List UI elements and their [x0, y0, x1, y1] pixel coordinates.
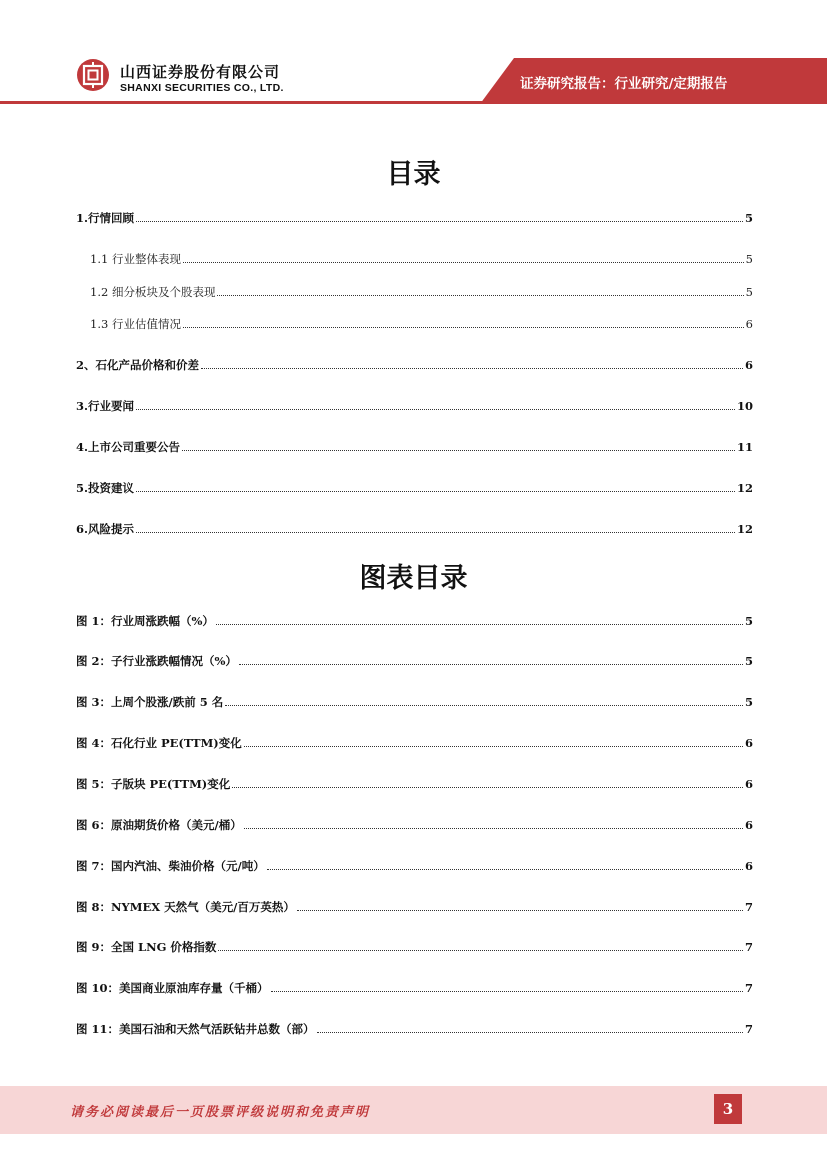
figure-entry-page: 7	[744, 1022, 753, 1036]
figure-entry-label: 图 9：全国 LNG 价格指数	[76, 940, 217, 954]
disclaimer-notice: 请务必阅读最后一页股票评级说明和免责声明	[70, 1105, 371, 1120]
figure-entry[interactable]	[76, 858, 753, 874]
figure-entry-page: 5	[744, 654, 753, 668]
toc-entry-page: 5	[744, 211, 753, 225]
figure-entry[interactable]	[76, 776, 753, 792]
figure-entry-label: 图 3：上周个股涨/跌前 5 名	[76, 695, 224, 709]
toc-entry-page: 12	[736, 481, 753, 495]
toc-entry-label: 2、石化产品价格和价差	[76, 358, 200, 372]
figure-entry[interactable]	[76, 735, 753, 751]
toc-entry[interactable]	[76, 480, 753, 496]
figure-entry-page: 6	[744, 736, 753, 750]
company-logo-icon	[76, 58, 110, 92]
figure-entry-label: 图 5：子版块 PE(TTM)变化	[76, 777, 231, 791]
dot-leader	[183, 262, 744, 263]
figure-entry-label: 图 8：NYMEX 天然气（美元/百万英热）	[76, 900, 295, 914]
toc-entry-label: 3.行业要闻	[76, 399, 135, 413]
figure-entry[interactable]	[76, 653, 753, 669]
toc-entry[interactable]	[90, 284, 753, 300]
figure-entry-label: 图 11：美国石油和天然气活跃钻井总数（部）	[76, 1022, 315, 1036]
toc-entry[interactable]	[76, 398, 753, 414]
toc-entry-page: 6	[744, 358, 753, 372]
figure-entry[interactable]	[76, 613, 753, 629]
dot-leader	[183, 327, 744, 328]
page-number: 3	[714, 1094, 742, 1124]
dot-leader	[201, 368, 743, 369]
figures-title: 图表目录	[359, 563, 468, 594]
figure-entry[interactable]	[76, 1021, 753, 1037]
dot-leader	[271, 991, 743, 992]
figure-entry-page: 7	[744, 981, 753, 995]
figure-entry-page: 7	[744, 940, 753, 954]
toc-entry-page: 10	[736, 399, 753, 413]
dot-leader	[136, 221, 743, 222]
figure-entry-label: 图 10：美国商业原油库存量（千桶）	[76, 981, 269, 995]
dot-leader	[136, 409, 735, 410]
dot-leader	[297, 910, 743, 911]
figure-entry-page: 7	[744, 900, 753, 914]
dot-leader	[182, 450, 735, 451]
figure-entry-page: 6	[744, 777, 753, 791]
figure-entry-page: 6	[744, 818, 753, 832]
toc-entry[interactable]	[90, 316, 753, 332]
dot-leader	[136, 491, 735, 492]
header-divider	[0, 101, 827, 104]
dot-leader	[225, 705, 743, 706]
toc-entry[interactable]	[76, 210, 753, 226]
dot-leader	[216, 624, 743, 625]
figure-entry-label: 图 4：石化行业 PE(TTM)变化	[76, 736, 242, 750]
figure-entry-label: 图 7：国内汽油、柴油价格（元/吨）	[76, 859, 265, 873]
dot-leader	[217, 295, 743, 296]
figure-entry-label: 图 1：行业周涨跌幅（%）	[76, 614, 214, 628]
dot-leader	[218, 950, 743, 951]
figure-entry[interactable]	[76, 899, 753, 915]
dot-leader	[244, 828, 743, 829]
company-name-en: SHANXI SECURITIES CO., LTD.	[120, 82, 284, 94]
toc-entry-page: 11	[736, 440, 753, 454]
page-header	[0, 0, 827, 104]
toc-entry-page: 5	[745, 252, 753, 266]
toc-entry-page: 5	[745, 285, 753, 299]
toc-entry-label: 1.1 行业整体表现	[90, 252, 181, 266]
toc-entry-label: 1.3 行业估值情况	[90, 317, 181, 331]
figure-entry[interactable]	[76, 817, 753, 833]
figure-entry[interactable]	[76, 939, 753, 955]
company-name-cn: 山西证券股份有限公司	[120, 63, 281, 81]
figure-entry[interactable]	[76, 980, 753, 996]
toc-entry-label: 1.行情回顾	[76, 211, 135, 225]
toc-entry-label: 6.风险提示	[76, 522, 135, 536]
figure-entry-label: 图 6：原油期货价格（美元/桶）	[76, 818, 242, 832]
figure-entry-label: 图 2：子行业涨跌幅情况（%）	[76, 654, 237, 668]
dot-leader	[267, 869, 743, 870]
toc-entry-page: 6	[745, 317, 753, 331]
dot-leader	[244, 746, 743, 747]
toc-entry-label: 4.上市公司重要公告	[76, 440, 181, 454]
figure-entry[interactable]	[76, 694, 753, 710]
toc-title: 目录	[386, 159, 441, 190]
figure-entry-page: 5	[744, 695, 753, 709]
figure-entry-page: 5	[744, 614, 753, 628]
dot-leader	[239, 664, 743, 665]
toc-entry-label: 1.2 细分板块及个股表现	[90, 285, 216, 299]
dot-leader	[136, 532, 735, 533]
report-type: 证券研究报告：行业研究/定期报告	[520, 76, 728, 92]
dot-leader	[232, 787, 743, 788]
toc-entry[interactable]	[76, 357, 753, 373]
toc-entry[interactable]	[76, 439, 753, 455]
toc-entry[interactable]	[76, 521, 753, 537]
figure-entry-page: 6	[744, 859, 753, 873]
dot-leader	[317, 1032, 743, 1033]
toc-entry-page: 12	[736, 522, 753, 536]
toc-entry[interactable]	[90, 251, 753, 267]
toc-entry-label: 5.投资建议	[76, 481, 135, 495]
